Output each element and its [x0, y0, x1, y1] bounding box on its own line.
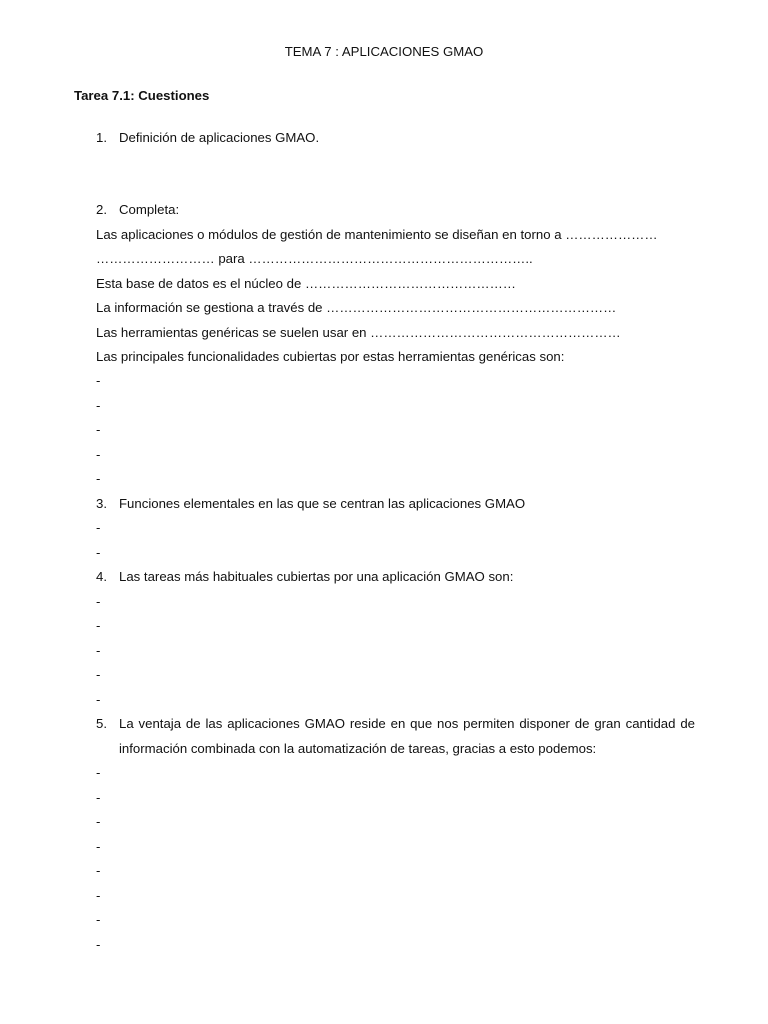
answer-dash: -	[96, 373, 101, 388]
answer-dash: -	[96, 814, 101, 829]
answer-dash: -	[96, 618, 101, 633]
question-4-text: Las tareas más habituales cubiertas por una aplicación GMAO son:	[119, 569, 514, 584]
answer-dash: -	[96, 790, 101, 805]
question-5-number: 5.	[96, 716, 107, 731]
answer-dash: -	[96, 422, 101, 437]
answer-dash: -	[96, 520, 101, 535]
answer-dash: -	[96, 667, 101, 682]
question-5-text-line-1: La ventaja de las aplicaciones GMAO reside en que nos permiten disponer de gran cantidad de	[119, 716, 695, 731]
question-3-number: 3.	[96, 496, 107, 511]
answer-dash: -	[96, 937, 101, 952]
fill-in-line: Las herramientas genéricas se suelen usar en …………………………………………………	[96, 325, 621, 340]
fill-in-line: La información se gestiona a través de …………………………………………………………	[96, 300, 617, 315]
answer-dash: -	[96, 839, 101, 854]
page-title: TEMA 7 : APLICACIONES GMAO	[284, 44, 484, 59]
fill-in-line: ……………………… para ………………………………………………………..	[96, 251, 533, 266]
question-1-text: Definición de aplicaciones GMAO.	[119, 130, 320, 145]
answer-dash: -	[96, 545, 101, 560]
answer-dash: -	[96, 594, 101, 609]
answer-dash: -	[96, 692, 101, 707]
answer-dash: -	[96, 912, 101, 927]
question-1-number: 1.	[96, 130, 107, 145]
answer-dash: -	[96, 765, 101, 780]
fill-in-line: Esta base de datos es el núcleo de …………………………………………	[96, 276, 516, 291]
question-2-number: 2.	[96, 202, 107, 217]
task-heading: Tarea 7.1: Cuestiones	[74, 88, 210, 103]
answer-dash: -	[96, 398, 101, 413]
answer-dash: -	[96, 888, 101, 903]
fill-in-line: Las principales funcionalidades cubiertas por estas herramientas genéricas son:	[96, 349, 565, 364]
question-2-text: Completa:	[119, 202, 180, 217]
answer-dash: -	[96, 471, 101, 486]
answer-dash: -	[96, 863, 101, 878]
question-3-text: Funciones elementales en las que se centran las aplicaciones GMAO	[119, 496, 526, 511]
fill-in-line: Las aplicaciones o módulos de gestión de mantenimiento se diseñan en torno a …………………	[96, 227, 658, 242]
question-5-text-line-2: información combinada con la automatización de tareas, gracias a esto podemos:	[119, 741, 597, 756]
question-4-number: 4.	[96, 569, 107, 584]
answer-dash: -	[96, 447, 101, 462]
answer-dash: -	[96, 643, 101, 658]
